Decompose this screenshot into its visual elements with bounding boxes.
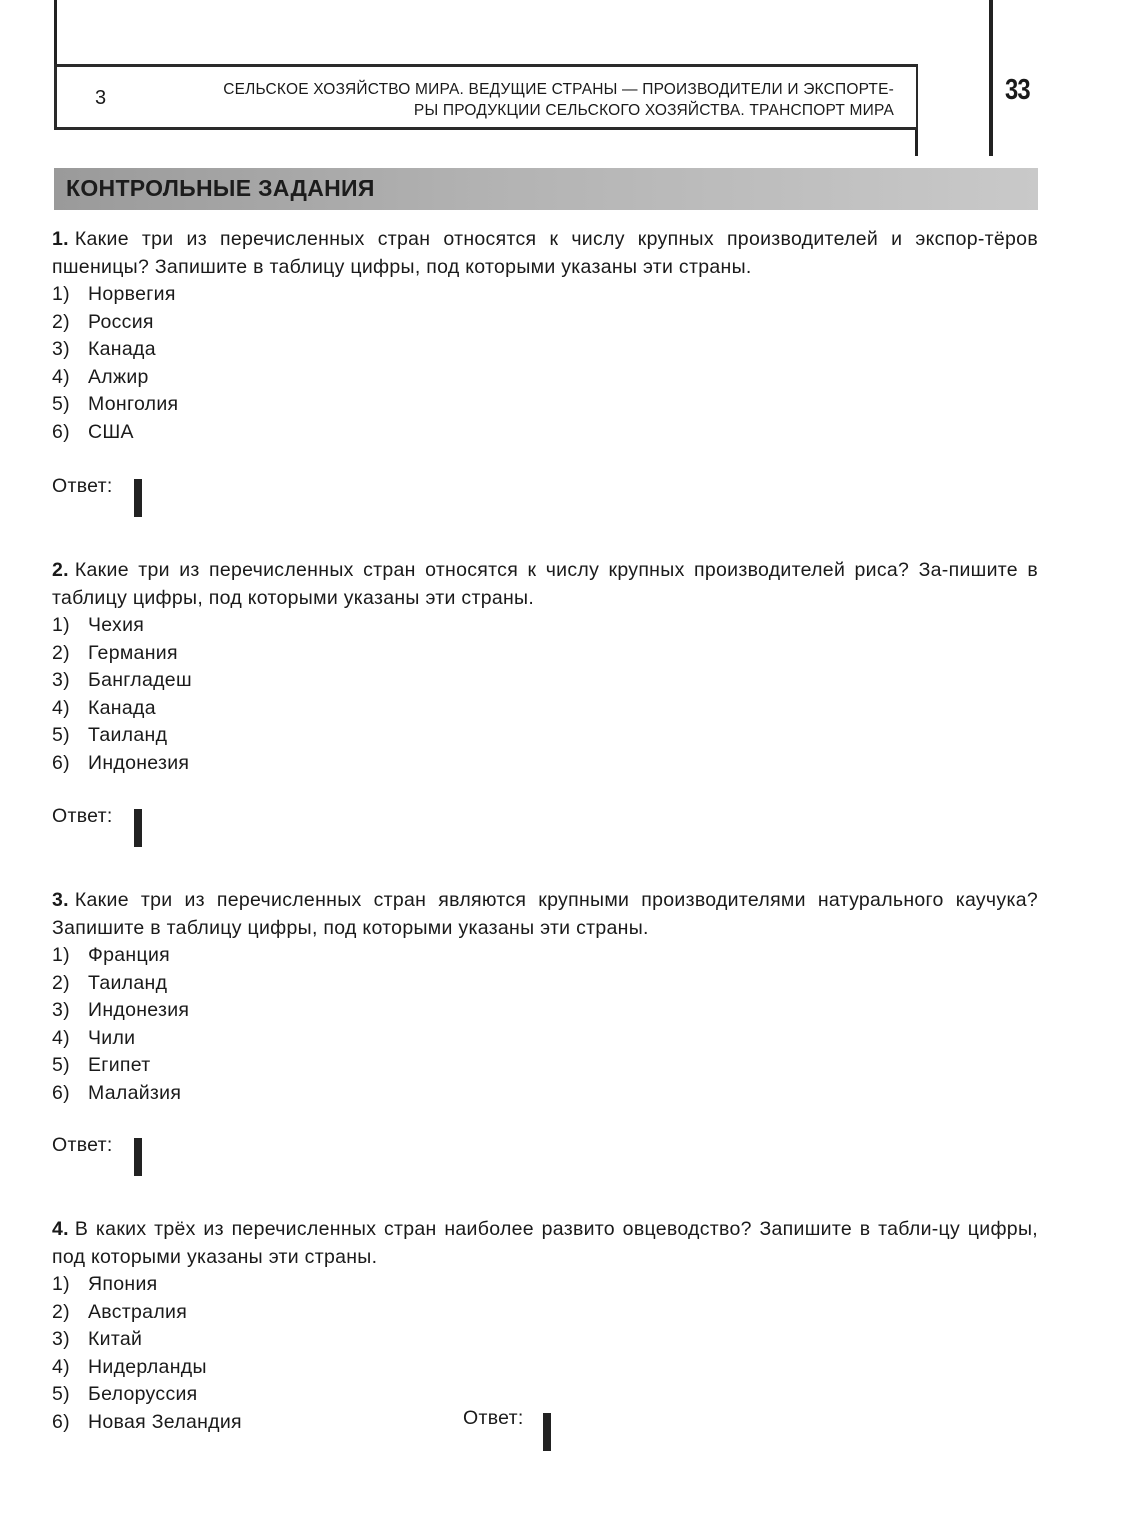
option-item bbox=[52, 309, 1038, 337]
option-number: 2) bbox=[52, 971, 70, 994]
option-number: 4) bbox=[52, 1355, 70, 1378]
section-title: КОНТРОЛЬНЫЕ ЗАДАНИЯ bbox=[66, 175, 375, 201]
option-item bbox=[52, 281, 1038, 309]
option-list bbox=[52, 281, 1038, 446]
option-number: 6) bbox=[52, 1410, 70, 1433]
option-list bbox=[52, 1271, 1038, 1436]
answer-label: Ответ: bbox=[52, 475, 113, 497]
option-number: 4) bbox=[52, 1026, 70, 1049]
option-number: 3) bbox=[52, 338, 70, 360]
task-1 bbox=[52, 225, 1038, 446]
option-item bbox=[52, 1354, 1038, 1382]
option-text: Япония bbox=[88, 1273, 158, 1295]
task-number: 1. bbox=[52, 228, 69, 250]
option-text: Нидерланды bbox=[88, 1355, 207, 1378]
option-text: Малайзия bbox=[88, 1081, 182, 1104]
option-number: 5) bbox=[52, 393, 70, 415]
section-header-bar bbox=[54, 168, 1038, 210]
option-item bbox=[52, 942, 1038, 970]
option-number: 6) bbox=[52, 1081, 70, 1104]
task-number: 4. bbox=[52, 1218, 69, 1240]
answer-label: Ответ: bbox=[463, 1407, 524, 1429]
option-number: 5) bbox=[52, 1383, 70, 1405]
option-item bbox=[52, 750, 1038, 778]
chapter-title bbox=[223, 79, 894, 121]
option-item bbox=[52, 336, 1038, 364]
answer-label: Ответ: bbox=[52, 805, 113, 827]
option-item bbox=[52, 1299, 1038, 1327]
option-text: Индонезия bbox=[88, 999, 190, 1021]
task-question bbox=[52, 225, 1038, 281]
right-frame-line bbox=[989, 0, 993, 156]
task-3 bbox=[52, 886, 1038, 1107]
option-number: 3) bbox=[52, 1328, 70, 1350]
option-text: Чехия bbox=[88, 614, 145, 636]
answer-table bbox=[134, 1138, 142, 1176]
chapter-title-line-2: РЫ ПРОДУКЦИИ СЕЛЬСКОГО ХОЗЯЙСТВА. ТРАНСПОРТ МИРА bbox=[413, 102, 894, 119]
option-text: Алжир bbox=[88, 365, 149, 388]
option-number: 5) bbox=[52, 1054, 70, 1076]
task-question-text: Какие три из перечисленных стран относятся к числу крупных производителей риса? За-пишите в таблицу цифры, под которыми указаны эти страны. bbox=[52, 559, 1038, 609]
task-2 bbox=[52, 556, 1038, 777]
option-text: Канада bbox=[88, 696, 156, 719]
option-item bbox=[52, 1381, 1038, 1409]
option-number: 5) bbox=[52, 724, 70, 746]
option-number: 3) bbox=[52, 669, 70, 691]
option-text: Китай bbox=[88, 1328, 143, 1350]
answer-table bbox=[543, 1413, 551, 1451]
chapter-header bbox=[54, 64, 918, 130]
option-item bbox=[52, 997, 1038, 1025]
option-item bbox=[52, 640, 1038, 668]
option-text: Новая Зеландия bbox=[88, 1410, 242, 1433]
option-text: Монголия bbox=[88, 393, 179, 415]
option-text: Таиланд bbox=[88, 724, 168, 746]
option-number: 6) bbox=[52, 751, 70, 774]
task-question bbox=[52, 886, 1038, 942]
option-item bbox=[52, 1052, 1038, 1080]
option-text: Норвегия bbox=[88, 283, 176, 305]
task-question-text: Какие три из перечисленных стран являются крупными производителями натурального каучука? Запишите в таблицу цифры, под которыми указаны эти страны. bbox=[52, 889, 1038, 939]
option-number: 2) bbox=[52, 310, 70, 333]
option-text: Франция bbox=[88, 944, 171, 966]
option-item bbox=[52, 1025, 1038, 1053]
option-text: США bbox=[88, 420, 134, 443]
option-item bbox=[52, 1326, 1038, 1354]
inner-frame-line bbox=[915, 128, 918, 156]
option-text: Египет bbox=[88, 1054, 151, 1076]
option-item bbox=[52, 364, 1038, 392]
answer-cell[interactable] bbox=[139, 810, 141, 846]
option-number: 2) bbox=[52, 1300, 70, 1323]
option-number: 2) bbox=[52, 641, 70, 664]
page-number: 33 bbox=[1005, 74, 1030, 106]
task-question bbox=[52, 556, 1038, 612]
option-number: 1) bbox=[52, 944, 70, 966]
task-question bbox=[52, 1215, 1038, 1271]
option-item bbox=[52, 722, 1038, 750]
option-number: 1) bbox=[52, 283, 70, 305]
answer-table bbox=[134, 479, 142, 517]
option-text: Таиланд bbox=[88, 971, 168, 994]
option-item bbox=[52, 612, 1038, 640]
option-text: Белоруссия bbox=[88, 1383, 198, 1405]
task-question-text: Какие три из перечисленных стран относятся к числу крупных производителей и экспор-тёров пшеницы? Запишите в таблицу цифры, под которыми указаны эти страны. bbox=[52, 228, 1038, 278]
task-number: 3. bbox=[52, 889, 69, 911]
option-item bbox=[52, 667, 1038, 695]
option-text: Германия bbox=[88, 641, 178, 664]
option-number: 1) bbox=[52, 614, 70, 636]
chapter-number: 3 bbox=[95, 87, 107, 109]
option-item bbox=[52, 1080, 1038, 1108]
option-item bbox=[52, 1271, 1038, 1299]
option-list bbox=[52, 942, 1038, 1107]
option-list bbox=[52, 612, 1038, 777]
left-frame-line bbox=[54, 0, 57, 66]
task-4 bbox=[52, 1215, 1038, 1436]
option-number: 3) bbox=[52, 999, 70, 1021]
answer-label: Ответ: bbox=[52, 1134, 113, 1156]
answer-table bbox=[134, 809, 142, 847]
option-number: 4) bbox=[52, 696, 70, 719]
task-question-text: В каких трёх из перечисленных стран наиболее развито овцеводство? Запишите в табли-цу цифры, под которыми указаны эти страны. bbox=[52, 1218, 1038, 1268]
option-text: Индонезия bbox=[88, 751, 190, 774]
option-text: Чили bbox=[88, 1026, 136, 1049]
option-text: Россия bbox=[88, 310, 154, 333]
option-text: Австралия bbox=[88, 1300, 188, 1323]
chapter-title-line-1: СЕЛЬСКОЕ ХОЗЯЙСТВО МИРА. ВЕДУЩИЕ СТРАНЫ — ПРОИЗВОДИТЕЛИ И ЭКСПОРТЕ- bbox=[223, 81, 894, 98]
option-item bbox=[52, 419, 1038, 447]
option-text: Бангладеш bbox=[88, 669, 192, 691]
option-item bbox=[52, 695, 1038, 723]
option-item bbox=[52, 391, 1038, 419]
answer-cell[interactable] bbox=[548, 1414, 550, 1450]
answer-cell[interactable] bbox=[139, 1139, 141, 1175]
option-item bbox=[52, 970, 1038, 998]
task-number: 2. bbox=[52, 559, 69, 581]
answer-cell[interactable] bbox=[139, 480, 141, 516]
option-number: 1) bbox=[52, 1273, 70, 1295]
option-number: 6) bbox=[52, 420, 70, 443]
option-number: 4) bbox=[52, 365, 70, 388]
option-text: Канада bbox=[88, 338, 156, 360]
